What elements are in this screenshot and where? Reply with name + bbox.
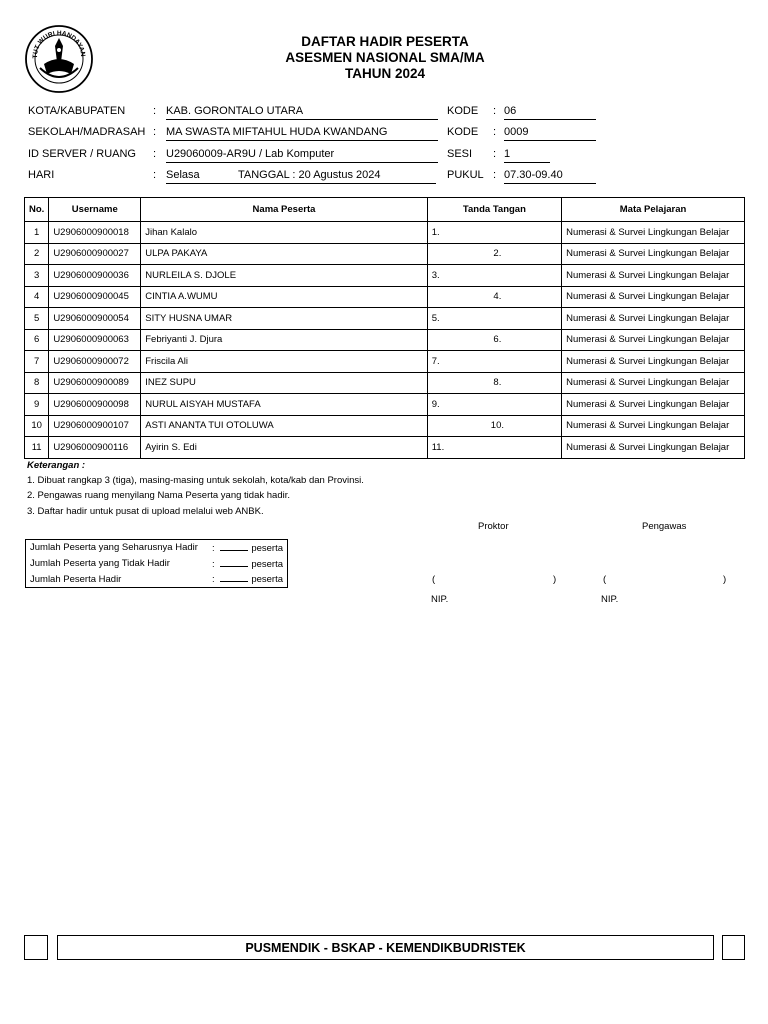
row-mata-pelajaran: Numerasi & Survei Lingkungan Belajar [562,394,745,416]
colon: : [493,105,497,117]
pengawas-nip: NIP. [601,594,619,605]
table-header-row [25,198,745,222]
row-nama: Jihan Kalalo [141,222,427,244]
table-row [25,308,745,330]
table-row [25,265,745,287]
sekolah-label: SEKOLAH/MADRASAH [28,126,146,138]
blank-line [220,542,248,551]
row-tanda-tangan: 1. [427,222,561,244]
summary-value: : peserta [212,574,283,586]
colon: : [493,126,497,138]
header-nama: Nama Peserta [141,198,427,222]
summary-label: Jumlah Peserta yang Tidak Hadir [30,558,170,569]
pukul-value: 07.30-09.40 [504,169,596,184]
document-title-line-2: ASESMEN NASIONAL SMA/MA [285,50,485,65]
summary-value: : peserta [212,558,283,570]
keterangan-item: 1. Dibuat rangkap 3 (tiga), masing-masing untuk sekolah, kota/kab dan Provinsi. [27,475,364,486]
hari-value: Selasa [166,169,238,184]
proktor-open-paren: ( [432,574,436,585]
colon: : [153,169,157,181]
kode1-value: 06 [504,105,596,120]
info-row-kota [28,105,748,121]
row-no: 11 [25,437,49,459]
kode1-label: KODE [447,105,479,117]
row-nama: ULPA PAKAYA [141,243,427,265]
row-mata-pelajaran: Numerasi & Survei Lingkungan Belajar [562,286,745,308]
row-username: U2906000900027 [49,243,141,265]
table-row [25,243,745,265]
row-no: 3 [25,265,49,287]
kota-value: KAB. GORONTALO UTARA [166,105,438,120]
row-nama: Febriyanti J. Djura [141,329,427,351]
blank-line [220,573,248,582]
row-no: 4 [25,286,49,308]
summary-unit: peserta [251,574,283,586]
info-row-sekolah [28,126,748,142]
row-tanda-tangan: 10. [427,415,561,437]
row-nama: INEZ SUPU [141,372,427,394]
row-username: U2906000900063 [49,329,141,351]
row-no: 1 [25,222,49,244]
row-no: 2 [25,243,49,265]
summary-row [26,556,288,572]
proktor-label: Proktor [478,521,509,532]
row-username: U2906000900036 [49,265,141,287]
server-label: ID SERVER / RUANG [28,148,136,160]
colon: : [153,105,157,117]
table-row [25,351,745,373]
pengawas-open-paren: ( [603,574,607,585]
row-mata-pelajaran: Numerasi & Survei Lingkungan Belajar [562,372,745,394]
row-username: U2906000900072 [49,351,141,373]
row-tanda-tangan: 4. [427,286,561,308]
row-tanda-tangan: 6. [427,329,561,351]
footer-right-box [722,935,745,960]
table-row [25,222,745,244]
row-no: 9 [25,394,49,416]
tut-wuri-handayani-logo [24,24,94,94]
row-username: U2906000900018 [49,222,141,244]
row-tanda-tangan: 11. [427,437,561,459]
hari-label: HARI [28,169,55,181]
row-mata-pelajaran: Numerasi & Survei Lingkungan Belajar [562,329,745,351]
sesi-value: 1 [504,148,550,163]
colon: : [493,148,497,160]
header-mata-pelajaran: Mata Pelajaran [562,198,745,222]
summary-value: : peserta [212,542,283,554]
table-row [25,394,745,416]
row-tanda-tangan: 2. [427,243,561,265]
row-username: U2906000900054 [49,308,141,330]
sekolah-value: MA SWASTA MIFTAHUL HUDA KWANDANG [166,126,438,141]
keterangan-title: Keterangan : [27,460,86,471]
row-nama: SITY HUSNA UMAR [141,308,427,330]
proktor-close-paren: ) [553,574,557,585]
summary-table [25,539,288,588]
pengawas-label: Pengawas [642,521,687,532]
row-no: 10 [25,415,49,437]
footer-text: PUSMENDIK - BSKAP - KEMENDIKBUDRISTEK [245,940,526,955]
table-row [25,372,745,394]
document-title-line-1: DAFTAR HADIR PESERTA [301,34,469,49]
pengawas-close-paren: ) [723,574,727,585]
row-mata-pelajaran: Numerasi & Survei Lingkungan Belajar [562,437,745,459]
header-tanda-tangan: Tanda Tangan [427,198,561,222]
row-nama: NURUL AISYAH MUSTAFA [141,394,427,416]
colon: : [493,169,497,181]
row-tanda-tangan: 3. [427,265,561,287]
row-username: U2906000900116 [49,437,141,459]
document-title-line-3: TAHUN 2024 [344,66,426,81]
proktor-nip: NIP. [431,594,449,605]
colon: : [153,148,157,160]
footer-left-box [24,935,48,960]
info-row-server [28,148,748,164]
info-row-hari [28,169,748,185]
row-nama: ASTI ANANTA TUI OTOLUWA [141,415,427,437]
row-no: 6 [25,329,49,351]
row-nama: NURLEILA S. DJOLE [141,265,427,287]
row-username: U2906000900089 [49,372,141,394]
row-mata-pelajaran: Numerasi & Survei Lingkungan Belajar [562,222,745,244]
attendance-table [24,197,745,459]
row-nama: CINTIA A.WUMU [141,286,427,308]
table-row [25,415,745,437]
summary-label: Jumlah Peserta Hadir [30,573,122,585]
kota-label: KOTA/KABUPATEN [28,105,126,117]
tanggal-value: TANGGAL : 20 Agustus 2024 [238,169,436,184]
sesi-label: SESI [447,148,473,160]
attendance-table-body [25,222,745,459]
summary-row [26,540,288,556]
summary-label: Jumlah Peserta yang Seharusnya Hadir [30,542,198,554]
table-row [25,329,745,351]
row-mata-pelajaran: Numerasi & Survei Lingkungan Belajar [562,265,745,287]
row-username: U2906000900107 [49,415,141,437]
row-nama: Friscila Ali [141,351,427,373]
row-no: 7 [25,351,49,373]
row-no: 8 [25,372,49,394]
kode2-value: 0009 [504,126,596,141]
kode2-label: KODE [447,126,479,138]
row-mata-pelajaran: Numerasi & Survei Lingkungan Belajar [562,351,745,373]
row-no: 5 [25,308,49,330]
summary-row [26,572,288,588]
row-nama: Ayirin S. Edi [141,437,427,459]
table-row [25,286,745,308]
summary-unit: peserta [251,558,283,570]
keterangan-item: 2. Pengawas ruang menyilang Nama Peserta yang tidak hadir. [27,490,290,501]
row-tanda-tangan: 7. [427,351,561,373]
row-tanda-tangan: 9. [427,394,561,416]
header-username: Username [49,198,141,222]
row-mata-pelajaran: Numerasi & Survei Lingkungan Belajar [562,308,745,330]
row-mata-pelajaran: Numerasi & Survei Lingkungan Belajar [562,243,745,265]
footer-banner [57,935,714,960]
header-no: No. [25,198,49,222]
colon: : [153,126,157,138]
pukul-label: PUKUL [447,169,484,181]
row-tanda-tangan: 5. [427,308,561,330]
row-username: U2906000900098 [49,394,141,416]
summary-unit: peserta [251,542,283,554]
svg-text:TUT WURI HANDAYANI: TUT WURI HANDAYAN [31,29,87,59]
server-value: U29060009-AR9U / Lab Komputer [166,148,438,163]
blank-line [220,558,248,567]
row-username: U2906000900045 [49,286,141,308]
row-tanda-tangan: 8. [427,372,561,394]
row-mata-pelajaran: Numerasi & Survei Lingkungan Belajar [562,415,745,437]
table-row [25,437,745,459]
keterangan-item: 3. Daftar hadir untuk pusat di upload melalui web ANBK. [27,506,264,517]
